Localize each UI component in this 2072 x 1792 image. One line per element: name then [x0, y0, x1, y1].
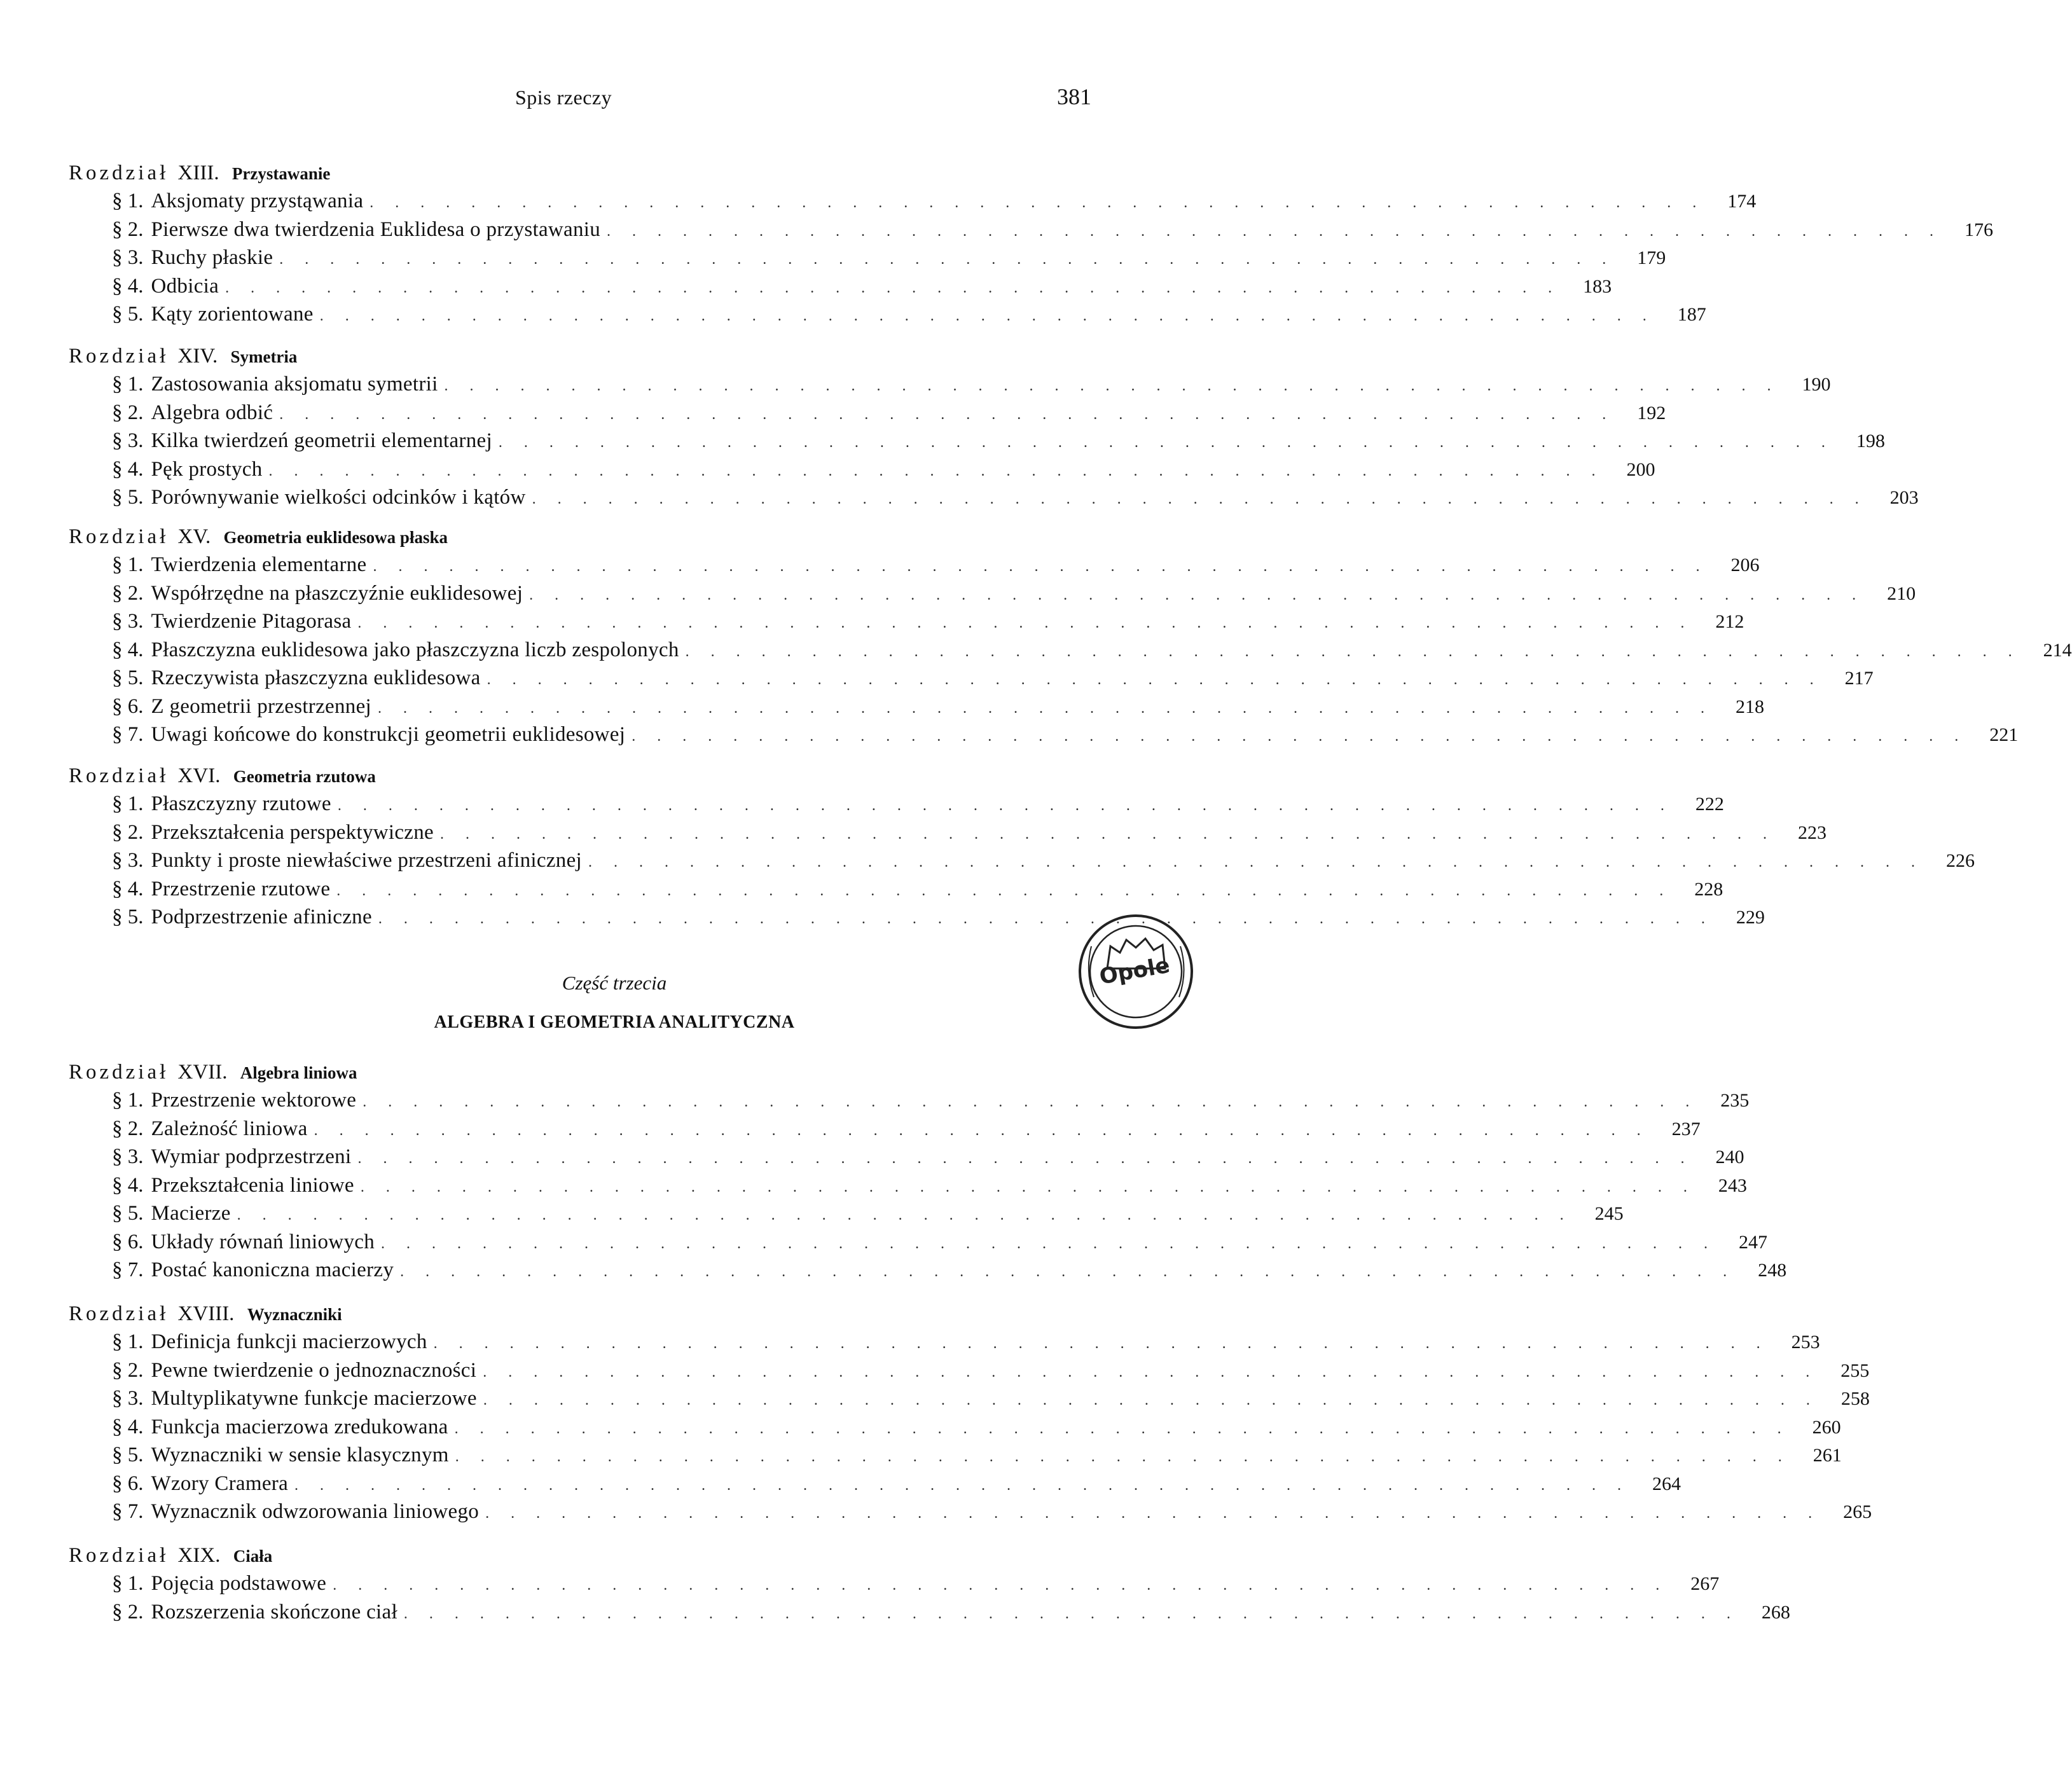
dot-leader: . . . . . . . . . . . . . . . . . . . . . . . . . . . . . . . . . . . . . . . . . . . . . . . . . . . . .: [363, 1094, 1699, 1110]
entry-page: 240: [1715, 1147, 1744, 1168]
toc-entry[interactable]: [69, 1498, 1872, 1526]
entry-number: § 3.: [112, 429, 144, 452]
toc-entry[interactable]: [69, 1171, 1747, 1200]
entry-number: § 6.: [112, 1472, 144, 1495]
entry-number: § 1.: [112, 1089, 144, 1112]
dot-leader: . . . . . . . . . . . . . . . . . . . . . . . . . . . . . . . . . . . . . . . . . . . . . . . . . . . . .: [319, 308, 1655, 324]
entry-page: 228: [1694, 878, 1723, 900]
entry-page: 190: [1802, 374, 1831, 395]
toc-entry[interactable]: [69, 399, 1666, 427]
entry-number: § 4.: [112, 638, 144, 661]
toc-entry[interactable]: [69, 846, 1975, 875]
entry-title: Algebra odbić: [151, 401, 273, 424]
entry-title: Płaszczyzna euklidesowa jako płaszczyzna liczb zespolonych: [151, 638, 679, 661]
entry-page: 222: [1695, 794, 1724, 815]
entry-title: Rozszerzenia skończone ciał: [151, 1600, 397, 1623]
dot-leader: . . . . . . . . . . . . . . . . . . . . . . . . . . . . . . . . . . . . . . . . . . . . . . . . . . . . .: [337, 797, 1673, 814]
chapter-title: Wyznaczniki: [247, 1305, 342, 1324]
entry-number: § 2.: [112, 581, 144, 605]
entry-page: 229: [1736, 907, 1765, 928]
chapter-heading: [69, 342, 1099, 370]
dot-leader: . . . . . . . . . . . . . . . . . . . . . . . . . . . . . . . . . . . . . . . . . . . . . . . . . . . . .: [378, 700, 1714, 717]
chapter-label: Rozdział: [69, 345, 169, 368]
entry-page: 200: [1626, 458, 1655, 480]
chapter-number: XVIII.: [177, 1302, 235, 1325]
chapter-number: XV.: [177, 525, 211, 548]
chapter-number: XIV.: [177, 345, 218, 368]
entry-number: § 7.: [112, 723, 144, 746]
dot-leader: . . . . . . . . . . . . . . . . . . . . . . . . . . . . . . . . . . . . . . . . . . . . . . . . . . . . .: [532, 491, 1868, 507]
entry-page: 255: [1841, 1360, 1870, 1381]
toc-entry[interactable]: [69, 903, 1765, 932]
page-number: 381: [1057, 84, 1091, 109]
toc-entry[interactable]: [69, 1413, 1841, 1442]
chapter-title: Geometria rzutowa: [233, 767, 376, 786]
toc-entry[interactable]: [69, 693, 1765, 721]
dot-leader: . . . . . . . . . . . . . . . . . . . . . . . . . . . . . . . . . . . . . . . . . . . . . . . . . . . . .: [225, 279, 1561, 296]
chapter-label: Rozdział: [69, 1544, 169, 1567]
entry-number: § 3.: [112, 1145, 144, 1168]
entry-page: 223: [1798, 822, 1827, 843]
entry-number: § 7.: [112, 1500, 144, 1523]
entry-title: Pierwsze dwa twierdzenia Euklidesa o przystawaniu: [151, 217, 601, 241]
entry-page: 212: [1715, 611, 1744, 632]
entry-number: § 5.: [112, 486, 144, 509]
chapter-number: XVI.: [177, 764, 221, 787]
dot-leader: . . . . . . . . . . . . . . . . . . . . . . . . . . . . . . . . . . . . . . . . . . . . . . . . . . . . .: [357, 615, 1694, 631]
entry-page: 260: [1812, 1416, 1841, 1438]
chapter-heading: [69, 1541, 1099, 1569]
toc-entry[interactable]: [69, 1441, 1842, 1470]
entry-title: Twierdzenie Pitagorasa: [151, 610, 352, 633]
entry-title: Pojęcia podstawowe: [151, 1572, 327, 1595]
entry-title: Kilka twierdzeń geometrii elementarnej: [151, 429, 492, 452]
chapter-number: XVII.: [177, 1061, 228, 1084]
dot-leader: . . . . . . . . . . . . . . . . . . . . . . . . . . . . . . . . . . . . . . . . . . . . . . . . . . . . .: [381, 1235, 1716, 1252]
toc-entry[interactable]: [69, 1470, 1682, 1498]
toc-entry[interactable]: [69, 1384, 1870, 1413]
dot-leader: . . . . . . . . . . . . . . . . . . . . . . . . . . . . . . . . . . . . . . . . . . . . . . . . . . . . .: [454, 1420, 1790, 1437]
entry-title: Funkcja macierzowa zredukowana: [151, 1415, 448, 1438]
library-stamp-icon: [1072, 908, 1199, 1035]
chapter-xv: [69, 523, 2072, 749]
entry-number: § 2.: [112, 1358, 144, 1382]
dot-leader: . . . . . . . . . . . . . . . . . . . . . . . . . . . . . . . . . . . . . . . . . . . . . . . . . . . . .: [378, 911, 1714, 927]
chapter-title: Ciała: [233, 1547, 273, 1566]
entry-title: Z geometrii przestrzennej: [151, 694, 372, 718]
entry-title: Układy równań liniowych: [151, 1230, 375, 1253]
entry-title: Współrzędne na płaszczyźnie euklidesowej: [151, 581, 523, 605]
chapter-title: Geometria euklidesowa płaska: [223, 528, 448, 547]
toc-entry[interactable]: [69, 1228, 1767, 1257]
entry-title: Przekształcenia liniowe: [151, 1173, 354, 1197]
dot-leader: . . . . . . . . . . . . . . . . . . . . . . . . . . . . . . . . . . . . . . . . . . . . . . . . . . . . .: [279, 251, 1615, 268]
toc-entry[interactable]: [69, 244, 1666, 272]
entry-number: § 4.: [112, 1415, 144, 1438]
entry-page: 243: [1718, 1175, 1747, 1196]
entry-title: Przekształcenia perspektywiczne: [151, 820, 434, 844]
entry-number: § 1.: [112, 1330, 144, 1353]
entry-title: Zastosowania aksjomatu symetrii: [151, 373, 438, 396]
entry-number: § 2.: [112, 401, 144, 424]
entry-page: 203: [1889, 487, 1919, 508]
entry-number: § 5.: [112, 906, 144, 928]
dot-leader: . . . . . . . . . . . . . . . . . . . . . . . . . . . . . . . . . . . . . . . . . . . . . . . . . . . . .: [498, 434, 1834, 451]
toc-entry[interactable]: [69, 551, 1760, 579]
chapter-title: Symetria: [230, 347, 298, 366]
chapter-xiv: [69, 342, 1919, 512]
entry-page: 192: [1637, 402, 1666, 424]
toc-entry[interactable]: [69, 1199, 1624, 1228]
dot-leader: . . . . . . . . . . . . . . . . . . . . . . . . . . . . . . . . . . . . . . . . . . . . . . . . . . . . .: [294, 1477, 1631, 1494]
toc-entry[interactable]: [69, 1328, 1820, 1356]
dot-leader: . . . . . . . . . . . . . . . . . . . . . . . . . . . . . . . . . . . . . . . . . . . . . . . . . . . . .: [529, 586, 1865, 603]
toc-entry[interactable]: [69, 1115, 1701, 1143]
toc-entry[interactable]: [69, 455, 1655, 484]
entry-page: 247: [1739, 1231, 1767, 1253]
toc-entry[interactable]: [69, 818, 1827, 847]
entry-title: Płaszczyzny rzutowe: [151, 792, 331, 815]
entry-title: Definicja funkcji macierzowych: [151, 1330, 427, 1353]
entry-number: § 5.: [112, 1444, 144, 1466]
entry-title: Kąty zorientowane: [151, 303, 314, 326]
entry-page: 214: [2043, 639, 2072, 661]
dot-leader: . . . . . . . . . . . . . . . . . . . . . . . . . . . . . . . . . . . . . . . . . . . . . . . . . . . . .: [444, 378, 1780, 394]
entry-title: Uwagi końcowe do konstrukcji geometrii euklidesowej: [151, 723, 626, 746]
entry-title: Twierdzenia elementarne: [151, 553, 367, 576]
entry-page: 198: [1856, 431, 1885, 451]
entry-title: Podprzestrzenie afiniczne: [151, 906, 372, 928]
dot-leader: . . . . . . . . . . . . . . . . . . . . . . . . . . . . . . . . . . . . . . . . . . . . . . . . . . . . .: [483, 1392, 1819, 1409]
toc-entry[interactable]: [69, 427, 1885, 455]
entry-page: 245: [1594, 1203, 1624, 1224]
entry-page: 264: [1652, 1473, 1682, 1494]
entry-page: 253: [1791, 1332, 1820, 1353]
entry-title: Zależność liniowa: [151, 1117, 308, 1140]
entry-page: 183: [1583, 275, 1612, 297]
chapter-xix: [69, 1541, 1790, 1626]
toc-entry[interactable]: [69, 664, 1874, 693]
entry-number: § 1.: [112, 373, 144, 396]
entry-page: 261: [1813, 1445, 1842, 1466]
entry-title: Odbicia: [151, 274, 219, 298]
entry-page: 210: [1887, 582, 1916, 604]
entry-number: § 4.: [112, 1173, 144, 1197]
entry-number: § 4.: [112, 457, 144, 481]
entry-title: Rzeczywista płaszczyzna euklidesowa: [151, 666, 481, 689]
toc-entry[interactable]: [69, 1143, 1744, 1171]
entry-page: 248: [1758, 1260, 1787, 1281]
entry-page: 226: [1946, 850, 1975, 871]
entry-title: Pewne twierdzenie o jednoznaczności: [151, 1358, 477, 1382]
toc-entry[interactable]: [69, 1086, 1750, 1115]
toc-entry[interactable]: [69, 1598, 1790, 1627]
chapter-heading: [69, 1300, 1099, 1328]
toc-entry[interactable]: [69, 607, 1744, 636]
entry-page: 258: [1841, 1388, 1870, 1409]
dot-leader: . . . . . . . . . . . . . . . . . . . . . . . . . . . . . . . . . . . . . . . . . . . . . . . . . . . . .: [360, 1178, 1696, 1196]
entry-number: § 5.: [112, 666, 144, 689]
chapter-number: XIII.: [177, 162, 219, 184]
chapter-xiii: [69, 159, 1994, 329]
entry-title: Ruchy płaskie: [151, 246, 273, 269]
chapter-xvi: [69, 762, 1975, 932]
dot-leader: . . . . . . . . . . . . . . . . . . . . . . . . . . . . . . . . . . . . . . . . . . . . . . . . . . . . .: [685, 643, 2021, 660]
dot-leader: . . . . . . . . . . . . . . . . . . . . . . . . . . . . . . . . . . . . . . . . . . . . . . . . . . . . .: [268, 462, 1605, 479]
part-title: ALGEBRA I GEOMETRIA ANALITYCZNA: [434, 1012, 795, 1032]
dot-leader: . . . . . . . . . . . . . . . . . . . . . . . . . . . . . . . . . . . . . . . . . . . . . . . . . . . . .: [279, 406, 1615, 423]
entry-number: § 2.: [112, 1600, 144, 1623]
entry-title: Wyznacznik odwzorowania liniowego: [151, 1500, 480, 1523]
dot-leader: . . . . . . . . . . . . . . . . . . . . . . . . . . . . . . . . . . . . . . . . . . . . . . . . . . . . .: [336, 882, 1673, 899]
entry-page: 187: [1677, 304, 1706, 325]
entry-page: 174: [1727, 191, 1757, 212]
entry-number: § 3.: [112, 1387, 144, 1410]
entry-title: Wzory Cramera: [151, 1472, 289, 1495]
dot-leader: . . . . . . . . . . . . . . . . . . . . . . . . . . . . . . . . . . . . . . . . . . . . . . . . . . . . .: [487, 672, 1823, 688]
dot-leader: . . . . . . . . . . . . . . . . . . . . . . . . . . . . . . . . . . . . . . . . . . . . . . . . . . . . .: [632, 728, 1968, 745]
entry-number: § 5.: [112, 303, 144, 326]
entry-number: § 1.: [112, 792, 144, 815]
entry-page: 265: [1843, 1501, 1872, 1522]
dot-leader: . . . . . . . . . . . . . . . . . . . . . . . . . . . . . . . . . . . . . . . . . . . . . . . . . . . . .: [440, 825, 1776, 843]
chapter-xvii: [69, 1058, 1787, 1285]
dot-leader: . . . . . . . . . . . . . . . . . . . . . . . . . . . . . . . . . . . . . . . . . . . . . . . . . . . . .: [455, 1449, 1791, 1465]
chapter-label: Rozdział: [69, 1061, 169, 1084]
stamp-text: Opole: [1097, 952, 1172, 990]
dot-leader: . . . . . . . . . . . . . . . . . . . . . . . . . . . . . . . . . . . . . . . . . . . . . . . . . . . . .: [588, 854, 1924, 871]
entry-page: 268: [1761, 1601, 1790, 1623]
toc-entry[interactable]: [69, 370, 1831, 399]
toc-entry[interactable]: [69, 272, 1612, 301]
toc-entry[interactable]: [69, 216, 1994, 244]
chapter-title: Przystawanie: [231, 164, 331, 183]
entry-number: § 6.: [112, 694, 144, 718]
entry-page: 237: [1671, 1118, 1701, 1140]
entry-number: § 5.: [112, 1202, 144, 1225]
running-head: [0, 86, 1229, 118]
entry-number: § 6.: [112, 1230, 144, 1253]
entry-title: Przestrzenie wektorowe: [151, 1089, 357, 1112]
toc-entry[interactable]: [69, 1569, 1720, 1598]
entry-page: 176: [1965, 219, 1994, 240]
dot-leader: . . . . . . . . . . . . . . . . . . . . . . . . . . . . . . . . . . . . . . . . . . . . . . . . . . . . .: [400, 1264, 1736, 1280]
entry-page: 179: [1637, 247, 1666, 268]
chapter-heading: [69, 523, 1099, 551]
entry-number: § 4.: [112, 877, 144, 900]
chapter-label: Rozdział: [69, 1302, 169, 1325]
entry-number: § 4.: [112, 274, 144, 298]
entry-title: Porównywanie wielkości odcinków i kątów: [151, 486, 526, 509]
dot-leader: . . . . . . . . . . . . . . . . . . . . . . . . . . . . . . . . . . . . . . . . . . . . . . . . . . . . .: [357, 1150, 1694, 1167]
toc-entry[interactable]: [69, 483, 1919, 512]
chapter-label: Rozdział: [69, 525, 169, 548]
entry-number: § 7.: [112, 1258, 144, 1281]
chapter-title: Algebra liniowa: [240, 1063, 357, 1082]
entry-title: Punkty i proste niewłaściwe przestrzeni afinicznej: [151, 849, 583, 872]
chapter-label: Rozdział: [69, 162, 169, 184]
entry-title: Wymiar podprzestrzeni: [151, 1145, 352, 1168]
toc-entry[interactable]: [69, 579, 1916, 608]
chapter-heading: [69, 159, 1099, 187]
entry-number: § 3.: [112, 246, 144, 269]
entry-number: § 3.: [112, 849, 144, 872]
chapter-xviii: [69, 1300, 1872, 1526]
dot-leader: . . . . . . . . . . . . . . . . . . . . . . . . . . . . . . . . . . . . . . . . . . . . . . . . . . . . .: [485, 1505, 1821, 1522]
dot-leader: . . . . . . . . . . . . . . . . . . . . . . . . . . . . . . . . . . . . . . . . . . . . . . . . . . . . .: [370, 195, 1706, 211]
toc-entry[interactable]: [69, 790, 1724, 818]
entry-number: § 3.: [112, 610, 144, 633]
part-label: Część trzecia: [562, 972, 667, 994]
toc-entry[interactable]: [69, 187, 1757, 216]
chapter-heading: [69, 762, 1099, 790]
chapter-number: XIX.: [177, 1544, 221, 1567]
entry-page: 221: [1989, 724, 2019, 745]
dot-leader: . . . . . . . . . . . . . . . . . . . . . . . . . . . . . . . . . . . . . . . . . . . . . . . . . . . . .: [483, 1363, 1819, 1381]
entry-page: 218: [1736, 696, 1765, 717]
toc-entry[interactable]: [69, 300, 1706, 329]
entry-title: Aksjomaty przystąwania: [151, 190, 364, 212]
toc-entry[interactable]: [69, 636, 2072, 665]
chapter-label: Rozdział: [69, 764, 169, 787]
toc-entry[interactable]: [69, 1356, 1870, 1385]
dot-leader: . . . . . . . . . . . . . . . . . . . . . . . . . . . . . . . . . . . . . . . . . . . . . . . . . . . . .: [403, 1605, 1739, 1622]
entry-page: 267: [1690, 1573, 1720, 1594]
toc-entry[interactable]: [69, 1256, 1787, 1285]
entry-number: § 1.: [112, 553, 144, 576]
dot-leader: . . . . . . . . . . . . . . . . . . . . . . . . . . . . . . . . . . . . . . . . . . . . . . . . . . . . .: [333, 1577, 1669, 1594]
entry-page: 206: [1730, 555, 1760, 576]
entry-number: § 1.: [112, 1572, 144, 1595]
running-title: Spis rzeczy: [515, 86, 612, 109]
entry-title: Wyznaczniki w sensie klasycznym: [151, 1444, 449, 1466]
entry-title: Pęk prostych: [151, 457, 263, 481]
dot-leader: . . . . . . . . . . . . . . . . . . . . . . . . . . . . . . . . . . . . . . . . . . . . . . . . . . . . .: [433, 1335, 1769, 1352]
entry-title: Multyplikatywne funkcje macierzowe: [151, 1387, 477, 1410]
entry-title: Przestrzenie rzutowe: [151, 877, 331, 900]
dot-leader: . . . . . . . . . . . . . . . . . . . . . . . . . . . . . . . . . . . . . . . . . . . . . . . . . . . . .: [314, 1122, 1650, 1139]
entry-title: Postać kanoniczna macierzy: [151, 1258, 394, 1281]
entry-page: 235: [1720, 1090, 1750, 1111]
entry-page: 217: [1844, 668, 1874, 689]
entry-title: Macierze: [151, 1202, 231, 1225]
dot-leader: . . . . . . . . . . . . . . . . . . . . . . . . . . . . . . . . . . . . . . . . . . . . . . . . . . . . .: [373, 558, 1709, 575]
toc-entry[interactable]: [69, 875, 1723, 904]
dot-leader: . . . . . . . . . . . . . . . . . . . . . . . . . . . . . . . . . . . . . . . . . . . . . . . . . . . . .: [607, 223, 1943, 240]
entry-number: § 2.: [112, 217, 144, 241]
entry-number: § 1.: [112, 190, 144, 212]
chapter-heading: [69, 1058, 1099, 1086]
toc-entry[interactable]: [69, 720, 2019, 749]
entry-number: § 2.: [112, 1117, 144, 1140]
entry-number: § 2.: [112, 820, 144, 844]
dot-leader: . . . . . . . . . . . . . . . . . . . . . . . . . . . . . . . . . . . . . . . . . . . . . . . . . . . . .: [237, 1207, 1573, 1223]
